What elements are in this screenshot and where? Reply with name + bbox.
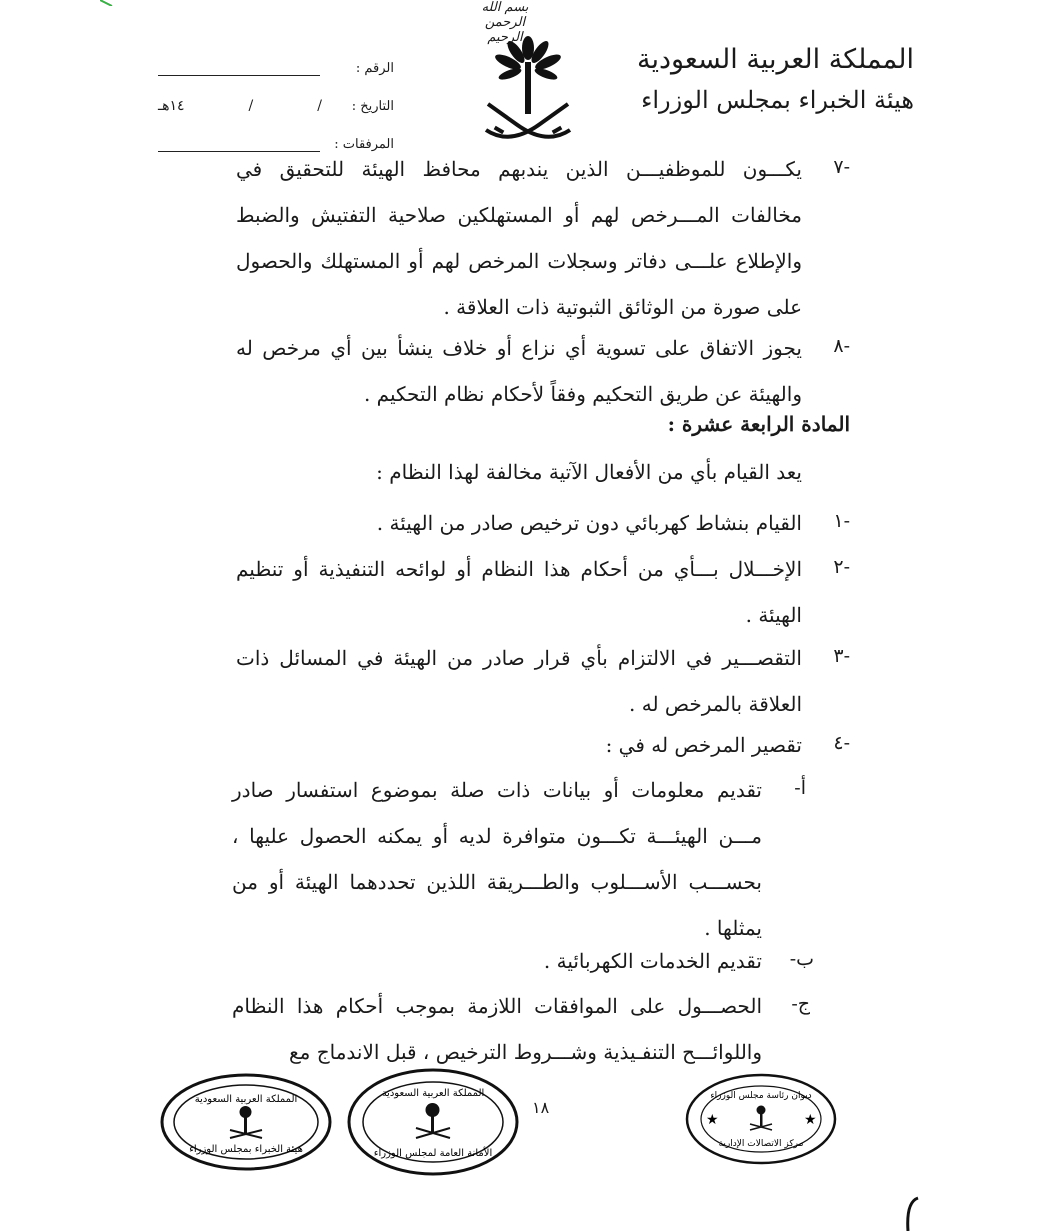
palm-emblem-icon bbox=[750, 1106, 772, 1131]
violation-item: الإخـــلال بـــأي من أحكام هذا النظام أو لوائحه التنفيذية أو تنظيم الهيئة . bbox=[236, 557, 802, 627]
stamp-left-bottom: هيئة الخبراء بمجلس الوزراء bbox=[189, 1144, 303, 1155]
list-item: يكـــون للموظفيـــن الذين يندبهم محافظ الهيئة للتحقيق في مخالفات المـــرخص لهم أو المستهلكين صلاحية التفتيش والضبط والإطلاع علـــى دفاتر وسجلات المرخص لهم أو المستهلك والحصول على صورة من الوثائق الثبوتية ذات العلاقة . bbox=[236, 157, 802, 319]
star-icon: ★ bbox=[706, 1112, 719, 1128]
violation-item: تقصير المرخص له في : bbox=[605, 733, 802, 757]
palm-emblem-icon bbox=[416, 1103, 450, 1138]
subitem-letter: ب- bbox=[789, 948, 814, 970]
org-line-1: المملكة العربية السعودية bbox=[636, 44, 914, 75]
basmala: بسم الله الرحمن الرحيم bbox=[481, 0, 529, 45]
stamp-center-top: المملكة العربية السعودية bbox=[381, 1088, 485, 1099]
reference-number-line bbox=[158, 61, 320, 76]
star-icon: ★ bbox=[804, 1112, 817, 1128]
article-heading: المادة الرابعة عشرة : bbox=[667, 412, 850, 436]
violation-item: التقصـــير في الالتزام بأي قرار صادر من الهيئة في المسائل ذات العلاقة بالمرخص له . bbox=[236, 646, 802, 716]
stamp-right bbox=[684, 1072, 838, 1166]
attachments-label: المرفقات : bbox=[334, 137, 394, 152]
stamp-left-top: المملكة العربية السعودية bbox=[194, 1094, 298, 1105]
subitem-letter: ج- bbox=[791, 993, 810, 1015]
corner-bracket-mark bbox=[896, 1196, 926, 1231]
saudi-emblem-icon bbox=[480, 34, 576, 150]
stamp-center bbox=[346, 1066, 520, 1178]
reference-number-row bbox=[158, 38, 394, 76]
date-label: التاريخ : bbox=[351, 99, 394, 114]
article-intro: يعد القيام بأي من الأفعال الآتية مخالفة لهذا النظام : bbox=[376, 460, 802, 484]
letterhead-organization bbox=[614, 40, 914, 120]
item-number: -٨ bbox=[833, 335, 850, 357]
page-number: ١٨ bbox=[532, 1098, 550, 1117]
list-item: يجوز الاتفاق على تسوية أي نزاع أو خلاف ينشأ بين أي مرخص له والهيئة عن طريق التحكيم وفقاً لأحكام نظام التحكيم . bbox=[236, 336, 802, 406]
item-number: -٧ bbox=[833, 156, 850, 178]
date-value bbox=[158, 98, 324, 114]
stamp-right-top: ديوان رئاسة مجلس الوزراء bbox=[710, 1091, 812, 1101]
date-slash: / bbox=[248, 98, 254, 114]
violation-number: -٢ bbox=[833, 556, 850, 578]
subitem: تقديم الخدمات الكهربائية . bbox=[543, 949, 762, 973]
stamp-center-bottom: الأمانة العامة لمجلس الوزراء bbox=[373, 1148, 493, 1159]
date-row bbox=[158, 76, 394, 114]
stamp-right-bottom: مركز الاتصالات الإدارية bbox=[718, 1139, 804, 1149]
palm-emblem-icon bbox=[230, 1106, 262, 1138]
green-corner-mark bbox=[100, 0, 114, 6]
violation-item: القيام بنشاط كهربائي دون ترخيص صادر من الهيئة . bbox=[376, 511, 802, 535]
violation-number: -٤ bbox=[833, 732, 850, 754]
subitem: الحصـــول على الموافقات اللازمة بموجب أحكام هذا النظام واللوائـــح التنفـيذية وشـــروط الترخيص ، قبل الاندماج مع bbox=[232, 994, 762, 1064]
violation-number: -١ bbox=[833, 510, 850, 532]
org-line-2: هيئة الخبراء بمجلس الوزراء bbox=[641, 86, 914, 114]
reference-fields bbox=[158, 38, 394, 152]
date-slash: / bbox=[317, 98, 322, 114]
subitem-letter: أ- bbox=[794, 777, 806, 799]
subitem: تقديم معلومات أو بيانات ذات صلة بموضوع استفسار صادر مـــن الهيئـــة تكـــون متوافرة لديه أو يمكنه الحصول عليها ، بحســـب الأســـلوب والطـــريقة اللذين تحددهما الهيئة أو من يمثلها . bbox=[232, 778, 762, 940]
date-suffix: ١٤هـ bbox=[158, 98, 185, 114]
violation-number: -٣ bbox=[833, 645, 850, 667]
stamp-left bbox=[160, 1072, 332, 1172]
reference-number-label: الرقم : bbox=[355, 61, 394, 76]
